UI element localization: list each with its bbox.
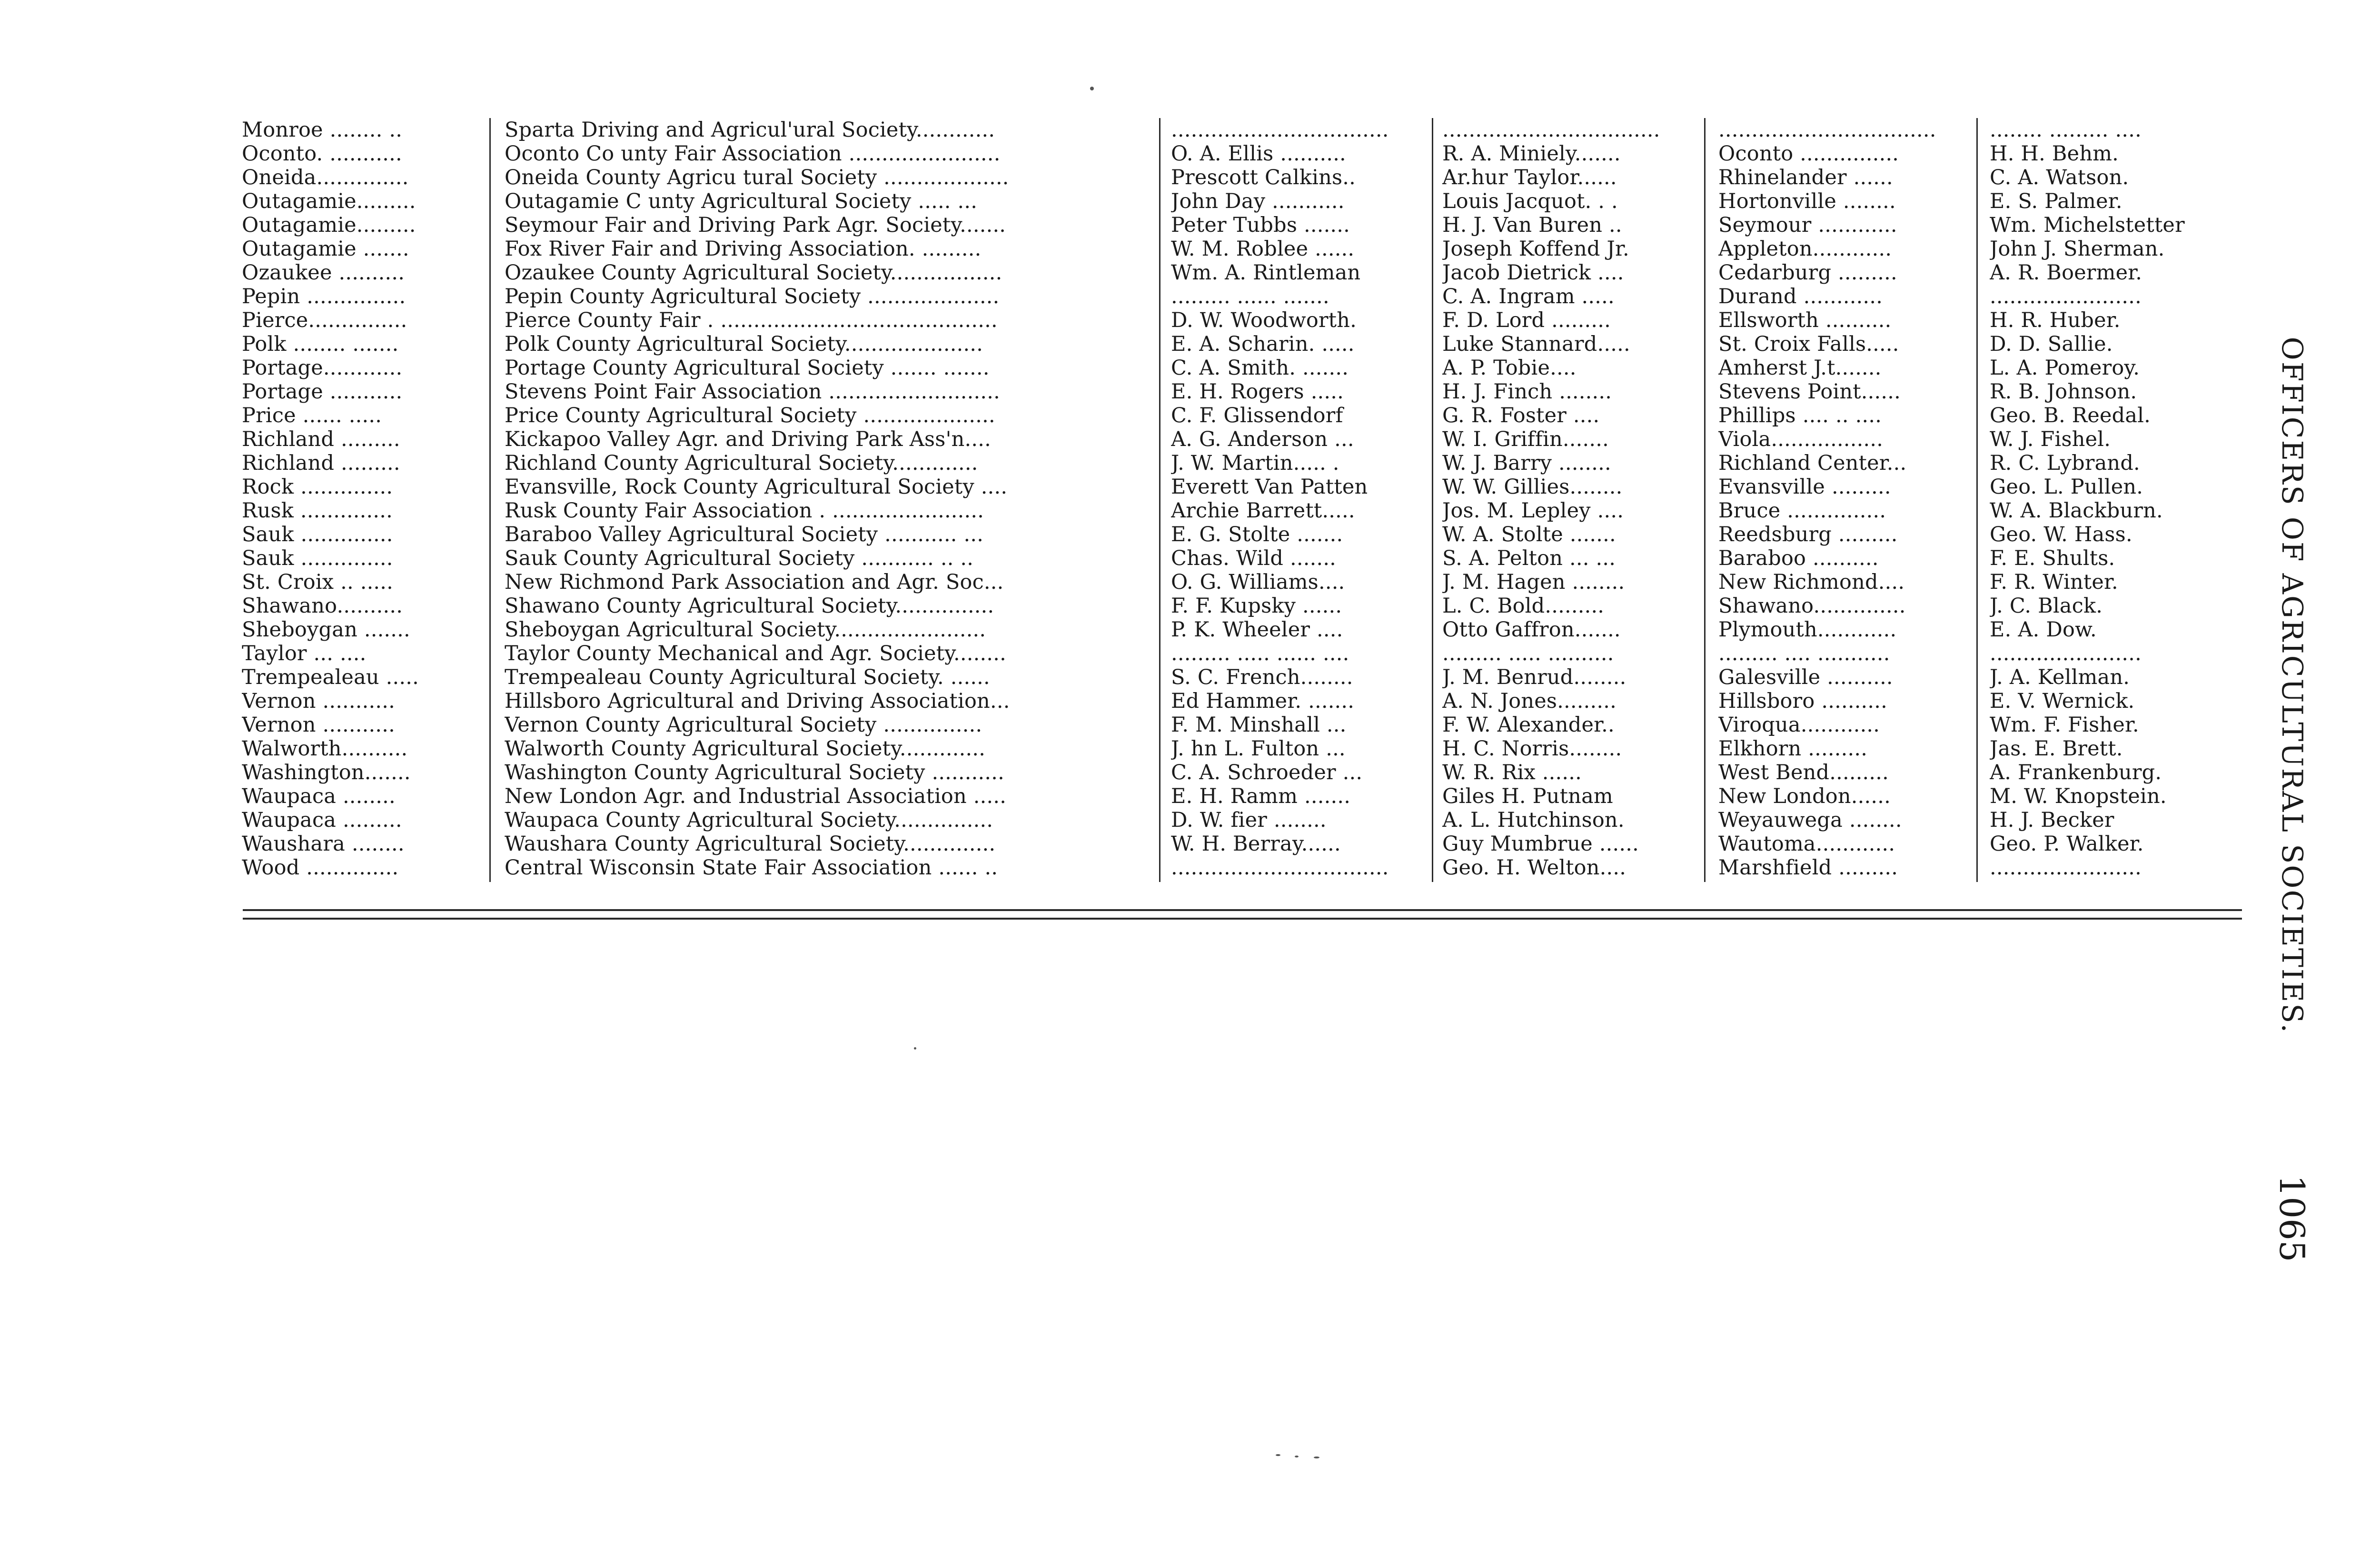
cell-society-name: Hillsboro Agricultural and Driving Association... [505,689,1010,713]
cell-president: ................................. [1171,118,1389,142]
cell-society-name: Waupaca County Agricultural Society............... [505,808,993,832]
cell-county: Polk ........ ....... [242,332,399,356]
cell-secretary: ......... ..... .......... [1442,642,1614,665]
table-row [238,285,2240,308]
cell-treasurer: H. J. Becker [1990,808,2114,832]
cell-treasurer: C. A. Watson. [1990,166,2129,189]
table-row [238,475,2240,499]
cell-president: J. W. Martin..... . [1171,451,1339,475]
table-row [238,189,2240,213]
cell-treasurer: W. A. Blackburn. [1990,499,2163,523]
cell-secretary: Luke Stannard..... [1442,332,1630,356]
cell-county: Oconto. ........... [242,142,402,166]
cell-treasurer: J. A. Kellman. [1990,665,2130,689]
cell-county: Washington....... [242,761,411,784]
cell-secretary: F. D. Lord ......... [1442,308,1611,332]
cell-location: Phillips .... .. .... [1718,404,1882,427]
cell-society-name: Seymour Fair and Driving Park Agr. Society....... [505,213,1006,237]
cell-society-name: Taylor County Mechanical and Agr. Society........ [505,642,1006,665]
bottom-rule [243,909,2242,911]
scan-speck [1295,1456,1299,1457]
cell-location: New Richmond.... [1718,570,1905,594]
cell-location: Evansville ......... [1718,475,1891,499]
cell-president: Chas. Wild ....... [1171,546,1337,570]
cell-location: Richland Center... [1718,451,1907,475]
cell-treasurer: F. E. Shults. [1990,546,2115,570]
cell-secretary: Jacob Dietrick .... [1442,261,1624,285]
cell-county: Rock .............. [242,475,393,499]
cell-treasurer: ....................... [1990,642,2142,665]
cell-secretary: A. P. Tobie.... [1442,356,1577,380]
cell-secretary: Otto Gaffron....... [1442,618,1621,642]
cell-location: Cedarburg ......... [1718,261,1897,285]
cell-treasurer: ........ ......... .... [1990,118,2142,142]
cell-county: Waushara ........ [242,832,405,856]
running-head-text: OFFICERS OF AGRICULTURAL SOCIETIES. [2275,337,2309,1034]
cell-president: D. W. Woodworth. [1171,308,1357,332]
scan-speck [1090,87,1094,90]
cell-location: Hillsboro .......... [1718,689,1888,713]
cell-society-name: Vernon County Agricultural Society ............... [505,713,982,737]
table-row [238,642,2240,665]
scan-speck [914,1047,916,1050]
cell-treasurer: W. J. Fishel. [1990,427,2111,451]
cell-treasurer: ....................... [1990,856,2142,880]
cell-secretary: C. A. Ingram ..... [1442,285,1615,308]
table-row [238,618,2240,642]
table-row [238,523,2240,546]
table-row [238,665,2240,689]
cell-society-name: Fox River Fair and Driving Association. ......... [505,237,982,261]
cell-president: S. C. French........ [1171,665,1353,689]
table-row [238,856,2240,880]
cell-location: ......... .... ........... [1718,642,1890,665]
cell-secretary: W. R. Rix ...... [1442,761,1582,784]
cell-secretary: H. C. Norris........ [1442,737,1622,761]
table-row [238,451,2240,475]
cell-location: Shawano.............. [1718,594,1906,618]
cell-location: St. Croix Falls..... [1718,332,1899,356]
cell-treasurer: Geo. B. Reedal. [1990,404,2151,427]
cell-county: Oneida.............. [242,166,409,189]
cell-secretary: A. N. Jones......... [1442,689,1616,713]
cell-treasurer: F. R. Winter. [1990,570,2118,594]
cell-society-name: Stevens Point Fair Association .......................... [505,380,1000,404]
cell-county: Vernon ........... [242,713,396,737]
cell-society-name: New London Agr. and Industrial Association ..... [505,784,1007,808]
cell-society-name: Polk County Agricultural Society..................... [505,332,983,356]
cell-president: Archie Barrett..... [1171,499,1355,523]
cell-society-name: New Richmond Park Association and Agr. Soc... [505,570,1004,594]
cell-location: Appleton............ [1718,237,1892,261]
page-number-text: 1065 [2272,1175,2312,1262]
table-row [238,166,2240,189]
cell-secretary: H. J. Finch ........ [1442,380,1612,404]
cell-county: Price ...... ..... [242,404,382,427]
cell-secretary: W. A. Stolte ....... [1442,523,1616,546]
cell-society-name: Pepin County Agricultural Society .................... [505,285,1000,308]
table-row [238,546,2240,570]
cell-secretary: Giles H. Putnam [1442,784,1613,808]
table-row [238,118,2240,142]
cell-county: Outagamie......... [242,213,416,237]
cell-society-name: Sauk County Agricultural Society ........... .. .. [505,546,974,570]
table-row [238,261,2240,285]
cell-treasurer: R. B. Johnson. [1990,380,2137,404]
cell-county: Pierce............... [242,308,407,332]
cell-society-name: Rusk County Fair Association . ....................... [505,499,984,523]
cell-president: P. K. Wheeler .... [1171,618,1343,642]
table-row [238,737,2240,761]
cell-president: E. H. Ramm ....... [1171,784,1351,808]
cell-location: Bruce ............... [1718,499,1886,523]
cell-secretary: Louis Jacquot. . . [1442,189,1618,213]
cell-location: Galesville .......... [1718,665,1893,689]
cell-society-name: Sheboygan Agricultural Society....................... [505,618,986,642]
cell-secretary: W. W. Gillies........ [1442,475,1623,499]
table-row [238,832,2240,856]
table-row [238,427,2240,451]
table-row [238,570,2240,594]
cell-secretary: Geo. H. Welton.... [1442,856,1626,880]
cell-society-name: Richland County Agricultural Society............. [505,451,978,475]
cell-society-name: Walworth County Agricultural Society............. [505,737,986,761]
table-row [238,380,2240,404]
cell-treasurer: E. S. Palmer. [1990,189,2122,213]
table-row [238,713,2240,737]
cell-president: John Day ........... [1171,189,1345,213]
cell-president: E. H. Rogers ..... [1171,380,1344,404]
cell-county: Walworth.......... [242,737,408,761]
cell-location: Elkhorn ......... [1718,737,1868,761]
table-row [238,761,2240,784]
cell-society-name: Baraboo Valley Agricultural Society ........... ... [505,523,984,546]
cell-president: Ed Hammer. ....... [1171,689,1355,713]
cell-society-name: Trempealeau County Agricultural Society. ...... [505,665,990,689]
cell-location: Rhinelander ...... [1718,166,1893,189]
cell-location: Weyauwega ........ [1718,808,1902,832]
running-head [2263,305,2320,1066]
cell-secretary: Ar.hur Taylor...... [1442,166,1617,189]
cell-treasurer: H. R. Huber. [1990,308,2121,332]
cell-treasurer: H. H. Behm. [1990,142,2119,166]
cell-president: Prescott Calkins.. [1171,166,1356,189]
cell-county: Taylor ... .... [242,642,367,665]
cell-secretary: ................................. [1442,118,1660,142]
cell-county: Monroe ........ .. [242,118,403,142]
cell-society-name: Sparta Driving and Agricul'ural Society............ [505,118,995,142]
cell-secretary: F. W. Alexander.. [1442,713,1615,737]
cell-location: Durand ............ [1718,285,1883,308]
cell-president: C. F. Glissendorf [1171,404,1343,427]
cell-location: West Bend......... [1718,761,1889,784]
cell-secretary: Guy Mumbrue ...... [1442,832,1639,856]
cell-secretary: H. J. Van Buren .. [1442,213,1622,237]
cell-president: ......... ..... ...... .... [1171,642,1349,665]
table-row [238,594,2240,618]
cell-location: Ellsworth .......... [1718,308,1892,332]
cell-society-name: Ozaukee County Agricultural Society................. [505,261,1002,285]
cell-county: Portage............ [242,356,403,380]
cell-society-name: Central Wisconsin State Fair Association ...... .. [505,856,998,880]
cell-president: D. W. fier ........ [1171,808,1327,832]
cell-county: Sauk .............. [242,546,393,570]
table-row [238,689,2240,713]
cell-county: St. Croix .. ..... [242,570,394,594]
cell-location: Amherst J.t....... [1718,356,1882,380]
bottom-rule-2 [243,918,2242,920]
cell-county: Pepin ............... [242,285,406,308]
cell-president: C. A. Smith. ....... [1171,356,1349,380]
cell-president: A. G. Anderson ... [1171,427,1354,451]
cell-treasurer: L. A. Pomeroy. [1990,356,2140,380]
cell-treasurer: M. W. Knopstein. [1990,784,2167,808]
scan-speck [1276,1454,1280,1456]
cell-county: Portage ........... [242,380,403,404]
cell-society-name: Shawano County Agricultural Society............... [505,594,994,618]
cell-treasurer: E. V. Wernick. [1990,689,2135,713]
cell-secretary: Joseph Koffend Jr. [1442,237,1629,261]
cell-secretary: S. A. Pelton ... ... [1442,546,1616,570]
cell-society-name: Oconto Co unty Fair Association ....................... [505,142,1001,166]
cell-president: Peter Tubbs ....... [1171,213,1350,237]
page-number [2263,1166,2320,1271]
cell-president: E. G. Stolte ....... [1171,523,1343,546]
cell-location: Wautoma............ [1718,832,1895,856]
table-row [238,808,2240,832]
cell-society-name: Washington County Agricultural Society ........... [505,761,1004,784]
cell-society-name: Evansville, Rock County Agricultural Society .... [505,475,1008,499]
cell-location: Baraboo .......... [1718,546,1879,570]
cell-secretary: A. L. Hutchinson. [1442,808,1625,832]
societies-table [238,118,2240,882]
cell-treasurer: John J. Sherman. [1990,237,2165,261]
cell-county: Sauk .............. [242,523,393,546]
table-row [238,308,2240,332]
cell-county: Outagamie ....... [242,237,409,261]
cell-county: Sheboygan ....... [242,618,410,642]
cell-president: W. M. Roblee ...... [1171,237,1355,261]
cell-treasurer: ....................... [1990,285,2142,308]
cell-secretary: Jos. M. Lepley .... [1442,499,1624,523]
table-row [238,356,2240,380]
cell-county: Richland ......... [242,451,400,475]
cell-county: Trempealeau ..... [242,665,419,689]
cell-treasurer: D. D. Sallie. [1990,332,2113,356]
cell-location: Stevens Point...... [1718,380,1901,404]
cell-treasurer: Wm. Michelstetter [1990,213,2185,237]
cell-secretary: R. A. Miniely....... [1442,142,1621,166]
cell-location: Reedsburg ......... [1718,523,1898,546]
cell-location: ................................. [1718,118,1936,142]
cell-location: Viroqua............ [1718,713,1880,737]
cell-location: Marshfield ......... [1718,856,1898,880]
cell-county: Shawano.......... [242,594,403,618]
cell-location: Plymouth............ [1718,618,1897,642]
cell-treasurer: E. A. Dow. [1990,618,2097,642]
cell-county: Vernon ........... [242,689,396,713]
cell-president: C. A. Schroeder ... [1171,761,1363,784]
cell-location: Hortonville ........ [1718,189,1896,213]
cell-treasurer: R. C. Lybrand. [1990,451,2140,475]
cell-treasurer: Wm. F. Fisher. [1990,713,2139,737]
table-row [238,404,2240,427]
table-row [238,499,2240,523]
cell-treasurer: J. C. Black. [1990,594,2103,618]
table-row [238,237,2240,261]
cell-president: O. G. Williams.... [1171,570,1345,594]
cell-president: F. M. Minshall ... [1171,713,1347,737]
table-row [238,142,2240,166]
table-row [238,213,2240,237]
cell-president: Everett Van Patten [1171,475,1368,499]
cell-society-name: Outagamie C unty Agricultural Society ..... ... [505,189,978,213]
cell-location: Viola................. [1718,427,1884,451]
cell-county: Outagamie......... [242,189,416,213]
cell-society-name: Price County Agricultural Society .................... [505,404,995,427]
cell-society-name: Waushara County Agricultural Society.............. [505,832,996,856]
cell-location: New London...... [1718,784,1891,808]
cell-president: ......... ...... ....... [1171,285,1329,308]
cell-treasurer: Geo. P. Walker. [1990,832,2144,856]
cell-treasurer: A. R. Boermer. [1990,261,2142,285]
cell-location: Oconto ............... [1718,142,1899,166]
cell-treasurer: Geo. W. Hass. [1990,523,2132,546]
cell-county: Rusk .............. [242,499,393,523]
cell-society-name: Kickapoo Valley Agr. and Driving Park Ass'n.... [505,427,991,451]
cell-society-name: Portage County Agricultural Society ....... ....... [505,356,990,380]
cell-society-name: Pierce County Fair . .......................................... [505,308,998,332]
table-row [238,332,2240,356]
table-row [238,784,2240,808]
cell-president: Wm. A. Rintleman [1171,261,1361,285]
cell-president: ................................. [1171,856,1389,880]
cell-treasurer: Jas. E. Brett. [1990,737,2123,761]
cell-county: Wood .............. [242,856,399,880]
cell-president: F. F. Kupsky ...... [1171,594,1342,618]
scan-speck [1314,1457,1319,1458]
cell-county: Waupaca ......... [242,808,402,832]
cell-secretary: L. C. Bold......... [1442,594,1605,618]
cell-secretary: J. M. Benrud........ [1442,665,1626,689]
cell-secretary: G. R. Foster .... [1442,404,1600,427]
cell-secretary: W. I. Griffin....... [1442,427,1609,451]
cell-county: Ozaukee .......... [242,261,405,285]
cell-county: Waupaca ........ [242,784,396,808]
cell-treasurer: A. Frankenburg. [1990,761,2162,784]
cell-president: E. A. Scharin. ..... [1171,332,1355,356]
cell-president: O. A. Ellis .......... [1171,142,1346,166]
cell-location: Seymour ............ [1718,213,1897,237]
cell-president: W. H. Berray...... [1171,832,1341,856]
cell-society-name: Oneida County Agricu tural Society ................... [505,166,1009,189]
cell-president: J. hn L. Fulton ... [1171,737,1346,761]
cell-county: Richland ......... [242,427,400,451]
cell-secretary: J. M. Hagen ........ [1442,570,1625,594]
cell-secretary: W. J. Barry ........ [1442,451,1611,475]
cell-treasurer: Geo. L. Pullen. [1990,475,2143,499]
